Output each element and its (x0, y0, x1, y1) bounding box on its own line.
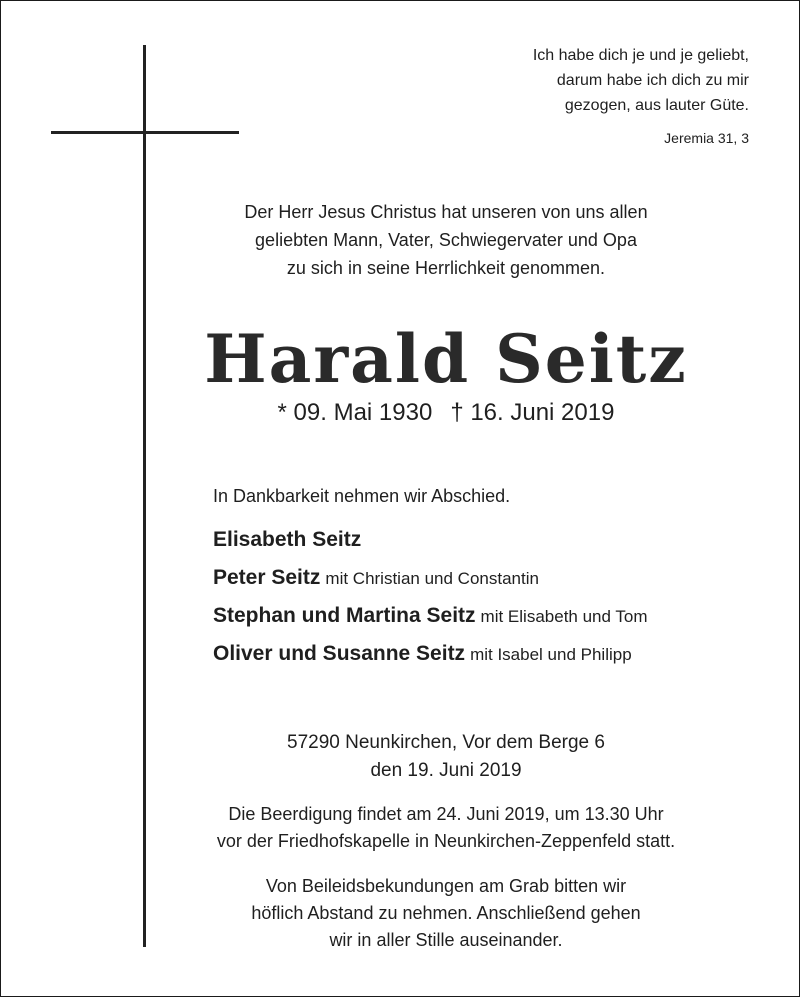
family-member-name: Oliver und Susanne Seitz (213, 642, 466, 665)
family-block (213, 483, 647, 673)
family-member-children: mit Isabel und Philipp (470, 645, 632, 664)
cross-horizontal-bar (51, 131, 239, 134)
family-member (213, 597, 647, 635)
verse-line: darum habe ich dich zu mir (556, 72, 749, 89)
family-member (213, 559, 647, 597)
funeral-line: Die Beerdigung findet am 24. Juni 2019, um 13.30 Uhr (228, 804, 664, 824)
address-block (151, 729, 741, 785)
birth-date: * 09. Mai 1930 (277, 399, 433, 426)
funeral-line: vor der Friedhofskapelle in Neunkirchen-Zeppenfeld statt. (216, 831, 676, 851)
family-member-name: Peter Seitz (213, 566, 321, 589)
intro-line: geliebten Mann, Vater, Schwiegervater und Opa (255, 230, 637, 250)
deceased-name: Harald Seitz (204, 320, 688, 398)
notice-date: den 19. Juni 2019 (370, 760, 522, 781)
farewell-line: In Dankbarkeit nehmen wir Abschied. (213, 486, 511, 506)
intro-line: zu sich in seine Herrlichkeit genommen. (286, 258, 606, 278)
condolence-line: Von Beileidsbekundungen am Grab bitten wir (265, 876, 627, 896)
intro-line: Der Herr Jesus Christus hat unseren von uns allen (244, 202, 648, 222)
funeral-info (151, 801, 741, 855)
family-member-name: Stephan und Martina Seitz (213, 604, 476, 627)
address-line: 57290 Neunkirchen, Vor dem Berge 6 (287, 732, 605, 753)
bible-verse (533, 43, 749, 151)
family-member (213, 635, 647, 673)
death-date: † 16. Juni 2019 (450, 399, 615, 426)
verse-line: Ich habe dich je und je geliebt, (532, 47, 749, 64)
family-member-name: Elisabeth Seitz (213, 528, 362, 551)
condolence-line: wir in aller Stille auseinander. (329, 930, 563, 950)
life-dates (151, 396, 741, 430)
condolence-note (151, 873, 741, 954)
intro-text (151, 198, 741, 282)
condolence-line: höflich Abstand zu nehmen. Anschließend gehen (251, 903, 641, 923)
family-member-children: mit Christian und Constantin (325, 569, 539, 588)
verse-source: Jeremia 31, 3 (664, 130, 749, 146)
verse-line: gezogen, aus lauter Güte. (564, 97, 749, 114)
cross-vertical-bar (143, 45, 146, 947)
family-member-children: mit Elisabeth und Tom (480, 607, 648, 626)
family-member (213, 521, 647, 559)
